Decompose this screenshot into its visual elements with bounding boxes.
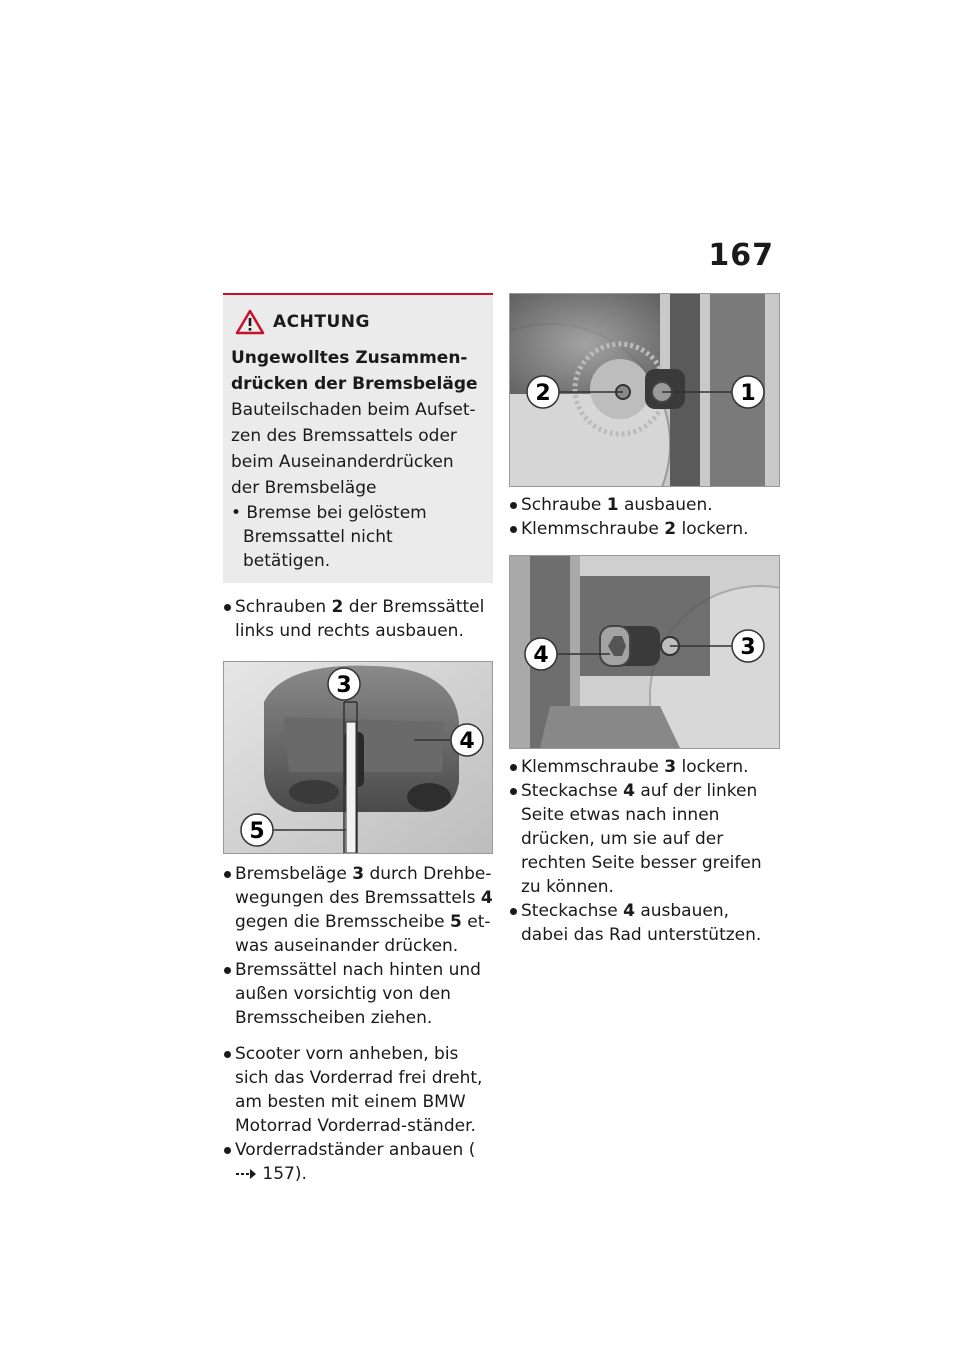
list-item: Bremssättel nach hinten und außen vorsichtig von den Bremsscheiben ziehen.	[223, 958, 493, 1030]
page-number: 167	[708, 238, 774, 273]
list-item: Steckachse 4 ausbauen, dabei das Rad unterstützen.	[509, 899, 780, 947]
list-item: Schrauben 2 der Bremssättel links und rechts ausbauen.	[223, 595, 493, 643]
list-item: Vorderradständer anbauen ( 157).	[223, 1138, 493, 1186]
step-list-5	[509, 755, 780, 947]
callout-4: 4	[533, 643, 549, 668]
brake-caliper-figure	[223, 661, 493, 854]
step-list-1	[223, 595, 493, 643]
warning-title: ACHTUNG	[273, 312, 370, 332]
warning-subtitle: Ungewolltes Zusammen-drücken der Bremsbeläge	[231, 348, 478, 394]
warning-header	[235, 309, 485, 335]
list-item: Schraube 1 ausbauen.	[509, 493, 780, 517]
warning-triangle-icon	[235, 309, 265, 335]
warning-text: Bauteilschaden beim Aufset-zen des Bremssattels oder beim Auseinanderdrücken der Bremsbeläge	[231, 400, 476, 498]
list-item: Steckachse 4 auf der linken Seite etwas nach innen drücken, um sie auf der rechten Seite besser greifen zu können.	[509, 779, 780, 899]
list-item: Bremsbeläge 3 durch Drehbe-wegungen des Bremssattels 4 gegen die Bremsscheibe 5 et-was auseinander drücken.	[223, 862, 493, 958]
callout-2: 2	[535, 381, 551, 406]
step-list-3	[223, 1042, 493, 1186]
callout-1: 1	[740, 381, 756, 406]
list-item: Scooter vorn anheben, bis sich das Vorderrad frei dreht, am besten mit einem BMW Motorrad Vorderrad-ständer.	[223, 1042, 493, 1138]
axle-screw-figure	[509, 293, 780, 487]
list-item: Klemmschraube 2 lockern.	[509, 517, 780, 541]
callout-3: 3	[336, 673, 352, 698]
arrow-reference-icon	[235, 1168, 257, 1180]
list-item: Klemmschraube 3 lockern.	[509, 755, 780, 779]
callout-4: 4	[459, 729, 475, 754]
warning-box	[223, 293, 493, 583]
warning-bullet: • Bremse bei gelöstem Bremssattel nicht betätigen.	[231, 503, 427, 571]
step-list-2	[223, 862, 493, 1030]
callout-5: 5	[249, 819, 265, 844]
right-column	[509, 293, 780, 947]
step-list-4	[509, 493, 780, 541]
callout-3: 3	[740, 635, 756, 660]
left-column	[223, 293, 493, 1186]
axle-clamp-figure	[509, 555, 780, 749]
